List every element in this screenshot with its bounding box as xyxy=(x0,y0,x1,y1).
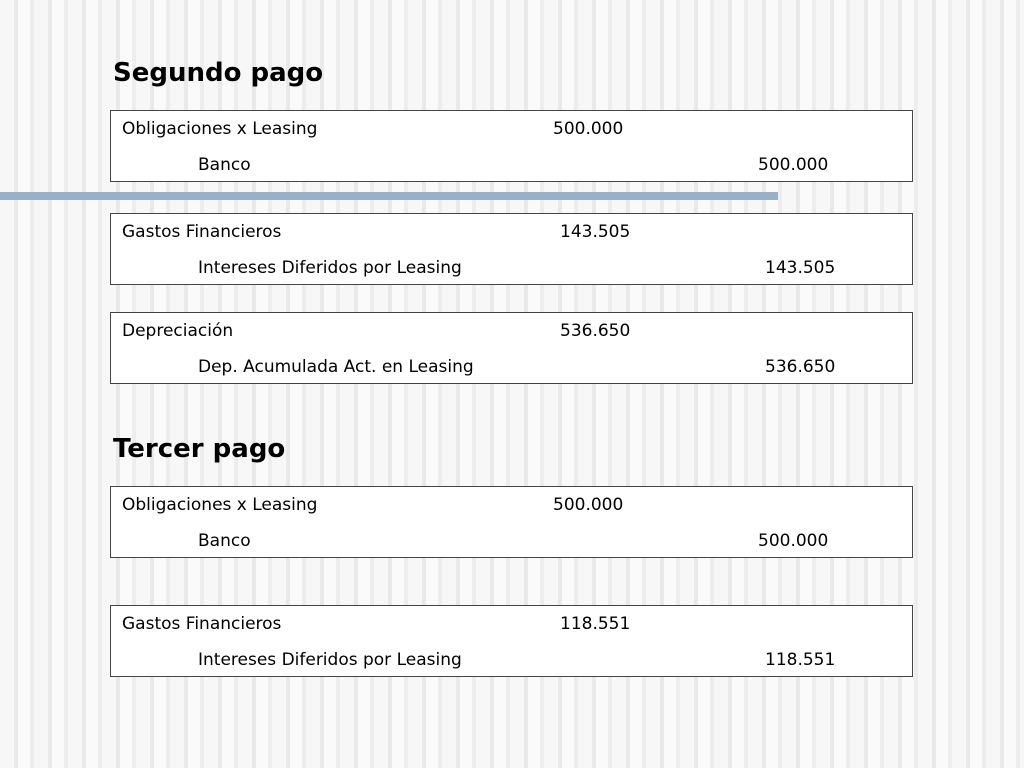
debit-account: Obligaciones x Leasing xyxy=(122,119,318,139)
debit-amount: 500.000 xyxy=(553,495,624,515)
journal-entry xyxy=(110,486,913,558)
debit-amount: 143.505 xyxy=(560,222,631,242)
credit-account: Intereses Diferidos por Leasing xyxy=(198,258,462,278)
credit-account: Banco xyxy=(198,531,251,551)
debit-amount: 500.000 xyxy=(553,119,624,139)
debit-account: Depreciación xyxy=(122,321,234,341)
credit-account: Dep. Acumulada Act. en Leasing xyxy=(198,357,474,377)
section-title-tercer-pago: Tercer pago xyxy=(113,434,286,464)
debit-account: Obligaciones x Leasing xyxy=(122,495,318,515)
credit-amount: 143.505 xyxy=(765,258,836,278)
credit-amount: 500.000 xyxy=(758,155,829,175)
journal-entry xyxy=(110,213,913,285)
debit-account: Gastos Financieros xyxy=(122,614,282,634)
credit-amount: 536.650 xyxy=(765,357,836,377)
debit-amount: 536.650 xyxy=(560,321,631,341)
journal-entry xyxy=(110,312,913,384)
credit-amount: 118.551 xyxy=(765,650,836,670)
debit-amount: 118.551 xyxy=(560,614,631,634)
section-title-segundo-pago: Segundo pago xyxy=(113,58,324,88)
journal-entry xyxy=(110,605,913,677)
credit-account: Banco xyxy=(198,155,251,175)
accent-bar xyxy=(0,192,778,200)
journal-entry xyxy=(110,110,913,182)
debit-account: Gastos Financieros xyxy=(122,222,282,242)
credit-account: Intereses Diferidos por Leasing xyxy=(198,650,462,670)
credit-amount: 500.000 xyxy=(758,531,829,551)
